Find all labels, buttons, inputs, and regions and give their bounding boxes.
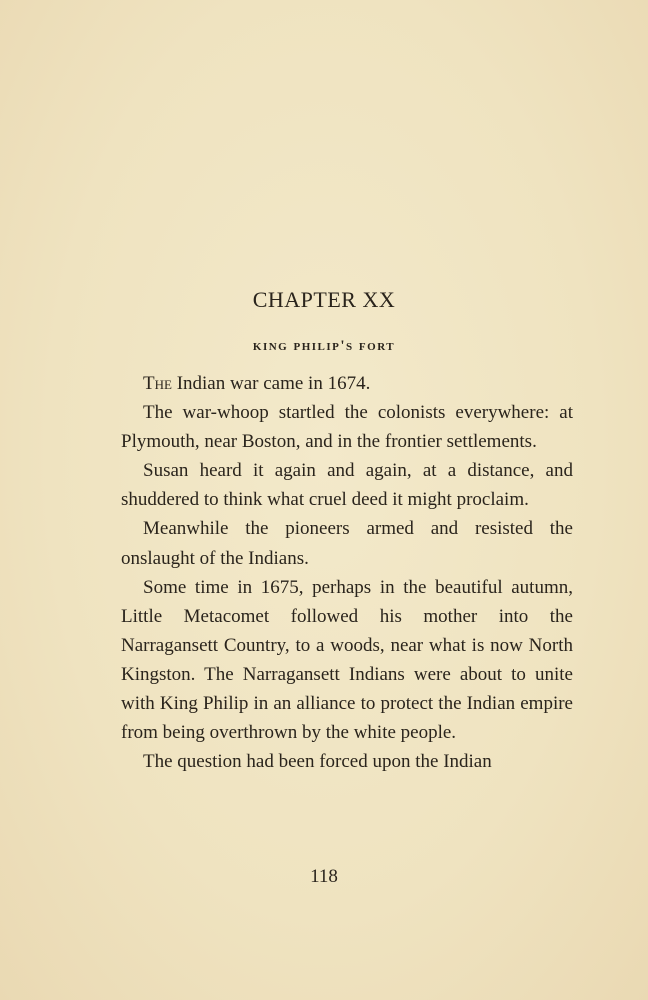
paragraph (121, 573, 573, 748)
chapter-subtitle: king philip's fort (252, 338, 396, 354)
paragraph-text: The war-whoop startled the colonists everywhere: at Plymouth, near Boston, and in the frontier settlements. (121, 402, 573, 453)
paragraph-text: Some time in 1675, perhaps in the beautiful autumn, Little Metacomet followed his mother into the Narragansett Country, to a woods, near what is now North Kingston. The Narragansett Indians were about to unite with King Philip in an alliance to protect the Indian empire from being overthrown by the white people. (121, 576, 573, 744)
page-number: 118 (310, 866, 338, 887)
paragraph-text: Meanwhile the pioneers armed and resisted the onslaught of the Indians. (121, 518, 573, 569)
paragraph-lead-word: The (143, 373, 172, 394)
paragraph-text: Indian war came in 1674. (171, 373, 371, 394)
paragraph-text: The question had been forced upon the Indian (143, 751, 492, 773)
paragraph (121, 398, 573, 456)
paragraph (121, 456, 573, 514)
chapter-body (121, 369, 573, 776)
paragraph (121, 747, 573, 776)
chapter-title: CHAPTER XX (252, 287, 396, 312)
paragraph (121, 369, 573, 398)
paragraph-text: Susan heard it again and again, at a distance, and shuddered to think what cruel deed it might proclaim. (121, 460, 573, 511)
paragraph (121, 514, 573, 572)
